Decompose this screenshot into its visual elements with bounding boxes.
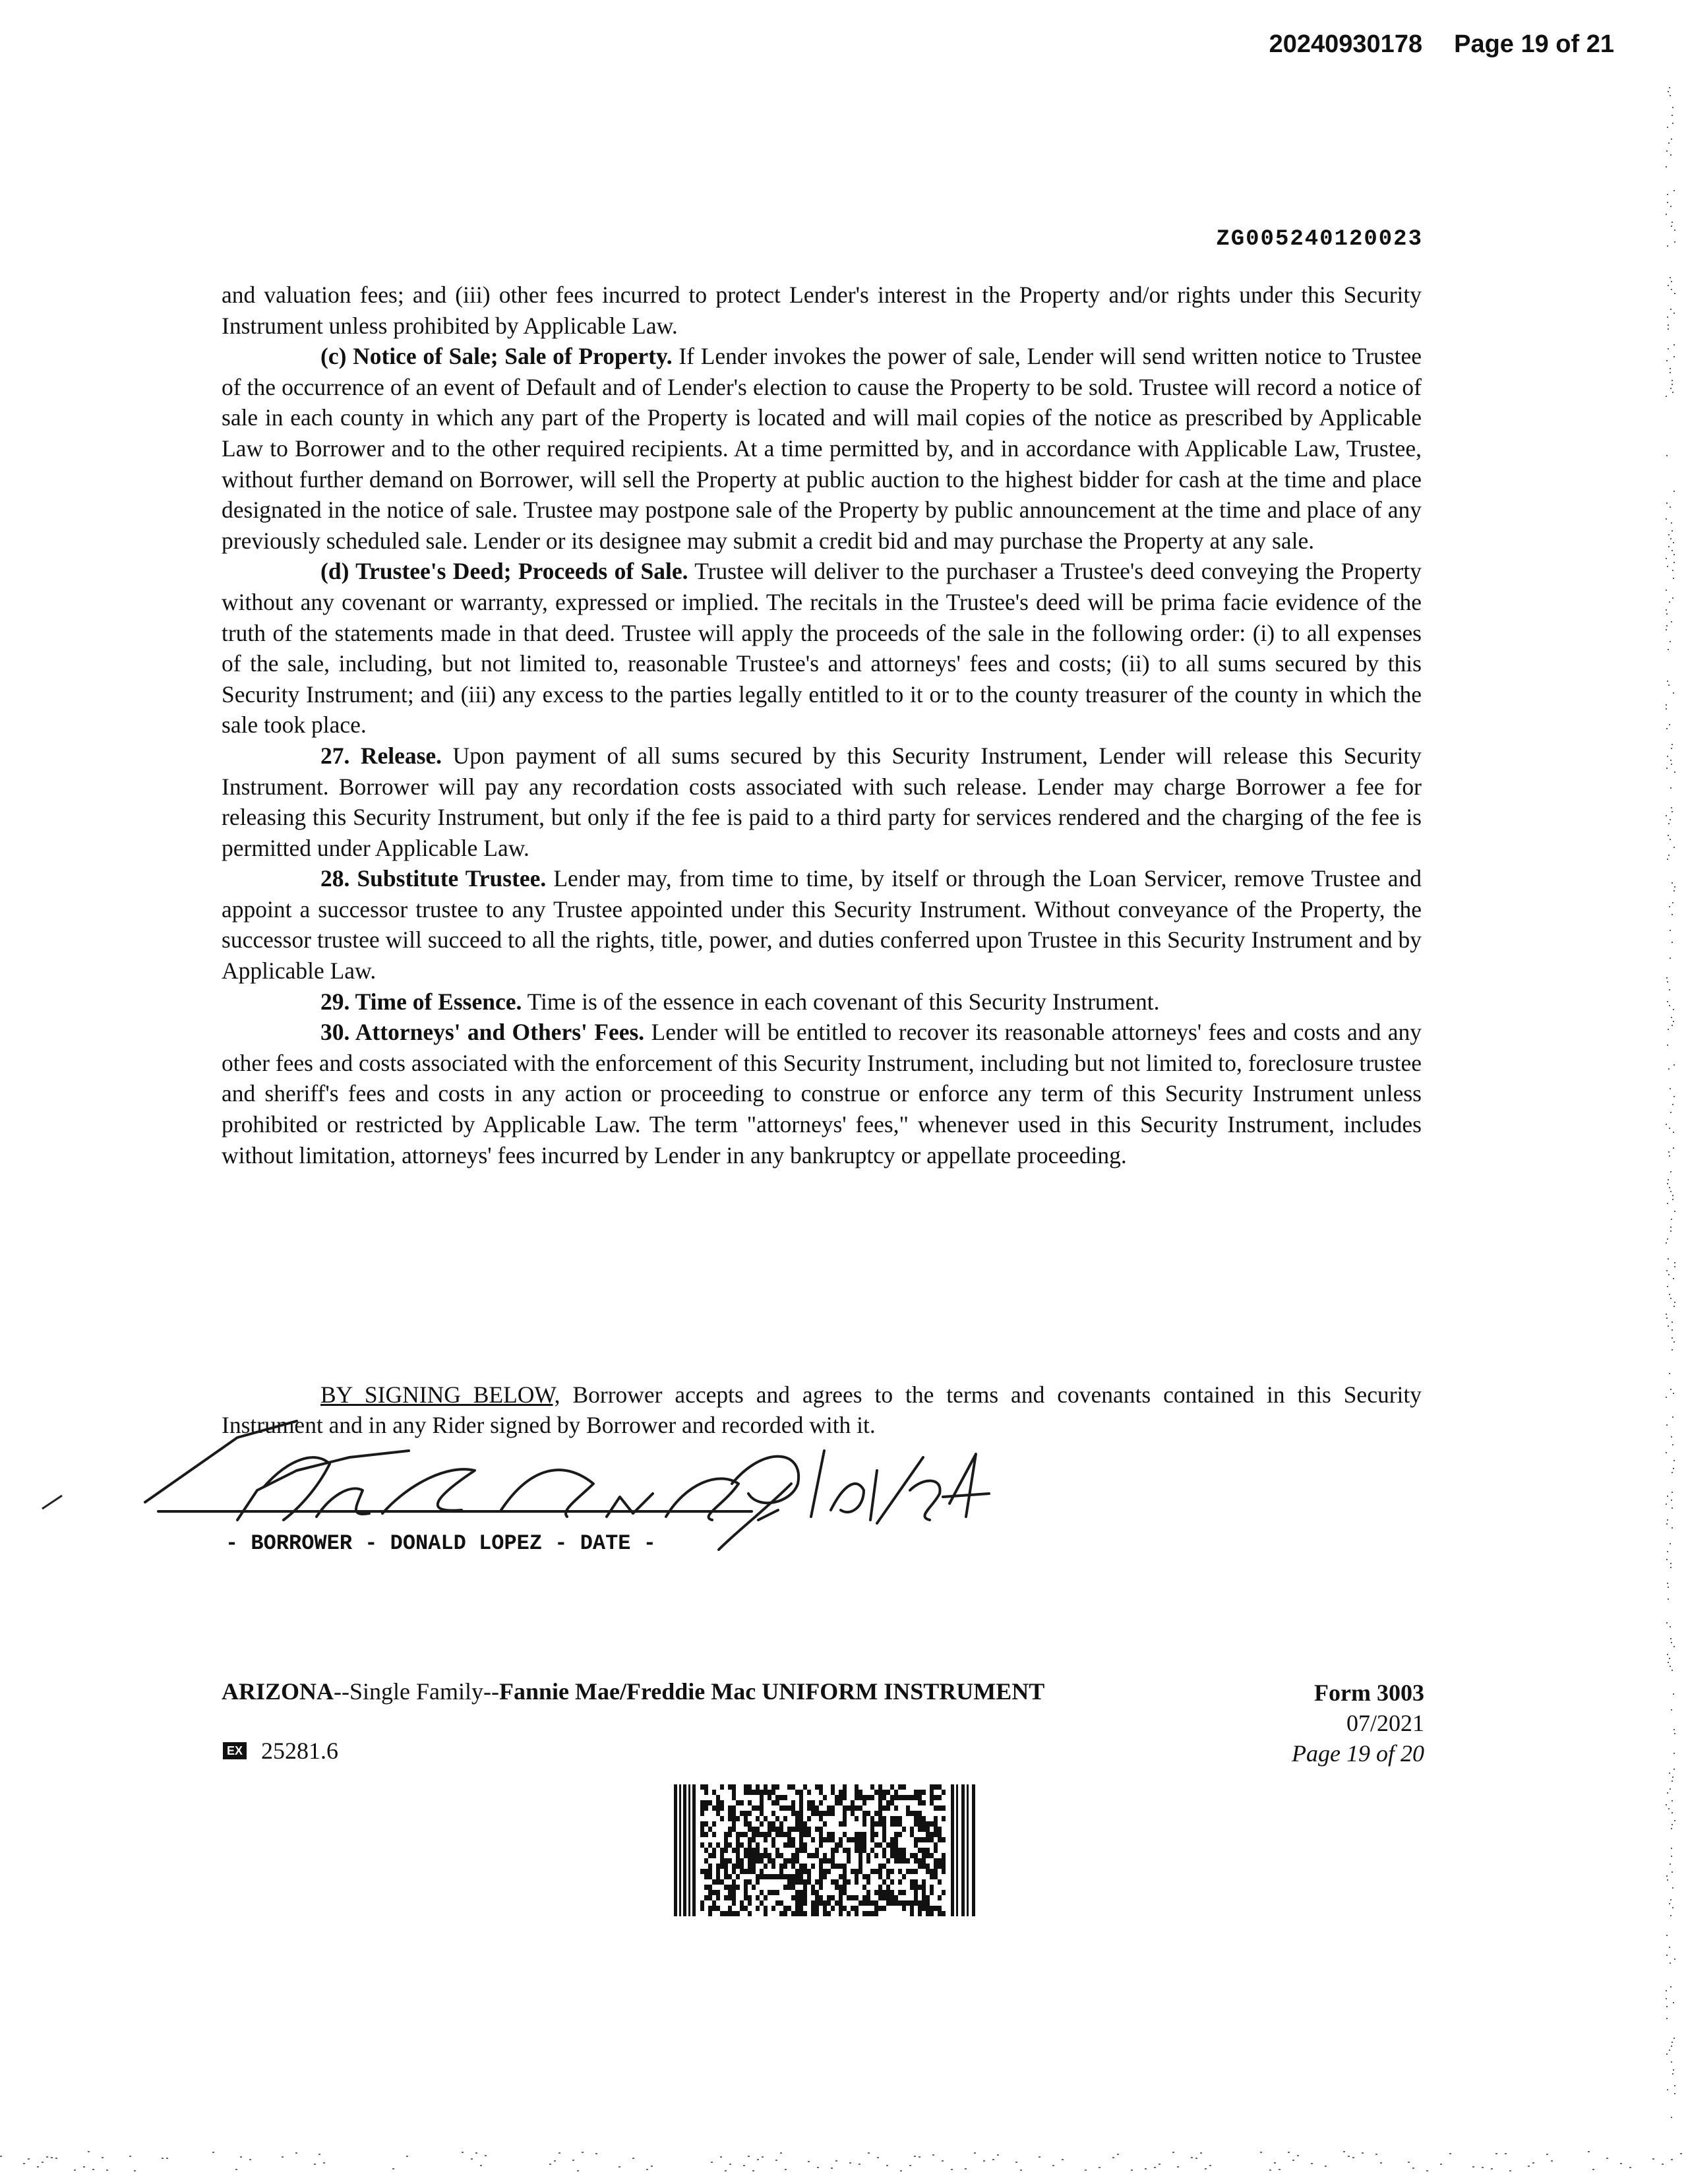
form-title <box>222 1678 1044 1705</box>
section-27 <box>222 741 1422 863</box>
form-code <box>223 1737 338 1765</box>
section-30 <box>222 1017 1422 1170</box>
section-30-text: Lender will be entitled to recover its reasonable attorneys' fees and costs and any other fees and costs associated with the enforcement of this Security Instrument, including but not limited to, foreclosure trustee and sheriff's fees and costs in any action or proceeding to construe or enforce any term of this Security Instrument unless prohibited or restricted by Applicable Law. The term "attorneys' fees," whenever used in this Security Instrument, includes without limitation, attorneys' fees incurred by Lender in any bankruptcy or appellate proceeding. <box>222 1019 1422 1168</box>
signing-lead: BY SIGNING BELOW, <box>320 1381 560 1408</box>
section-c-text: If Lender invokes the power of sale, Lender will send written notice to Trustee of the occurrence of an event of Default and of Lender's election to cause the Property to be sold. Trustee will record a notice of sale in each county in which any part of the Property is located and will mail copies of the notice as prescribed by Applicable Law to Borrower and to the other required recipients. At a time permitted by, and in accordance with Applicable Law, Trustee, without further demand on Borrower, will sell the Property at public auction to the highest bidder for cash at the time and place designated in the notice of sale. Trustee may postpone sale of the Property by public announcement at the time and place of any previously scheduled sale. Lender or its designee may submit a credit bid and may purchase the Property at any sale. <box>222 343 1422 554</box>
recording-header <box>1269 30 1614 59</box>
section-d-heading: (d) Trustee's Deed; Proceeds of Sale. <box>320 558 688 585</box>
section-27-heading: 27. Release. <box>320 742 442 769</box>
barcode-image <box>674 1784 977 1916</box>
section-28 <box>222 863 1422 986</box>
section-29 <box>222 986 1422 1017</box>
section-27-text: Upon payment of all sums secured by this Security Instrument, Lender will release this Security Instrument. Borrower will pay any recordation costs associated with such release. Lender may charge Borrower a fee for releasing this Security Instrument, but only if the fee is paid to a third party for services rendered and the charging of the fee is permitted under Applicable Law. <box>222 742 1422 861</box>
recording-number: 20240930178 <box>1269 30 1423 58</box>
stray-pen-mark <box>40 1492 66 1511</box>
section-28-text: Lender may, from time to time, by itself or through the Loan Servicer, remove Trustee and appoint a successor trustee to any Trustee appointed under this Security Instrument. Without conveyance of the Property, the successor trustee will succeed to all the rights, title, power, and duties conferred upon Trustee in this Security Instrument and by Applicable Law. <box>222 865 1422 985</box>
form-number: Form 3003 <box>1314 1680 1424 1706</box>
signing-text: Borrower accepts and agrees to the terms and covenants contained in this Security Instrument and in any Rider signed by Borrower and recorded with it. <box>222 1381 1422 1438</box>
recording-page-label: Page 19 of 21 <box>1454 30 1614 58</box>
section-d-text: Trustee will deliver to the purchaser a Trustee's deed conveying the Property without any covenant or warranty, expressed or implied. The recitals in the Trustee's deed will be prima facie evidence of the truth of the statements made in that deed. Trustee will apply the proceeds of the sale in the following order: (i) to all expenses of the sale, including, but not limited to, reasonable Trustee's and attorneys' fees and costs; (ii) to all sums secured by this Security Instrument; and (iii) any excess to the parties legally entitled to it or to the county treasurer of the county in which the sale took place. <box>222 558 1422 739</box>
scan-bottom-artifact <box>0 2143 1688 2183</box>
ex-badge-icon: EX <box>223 1742 247 1759</box>
section-28-heading: 28. Substitute Trustee. <box>320 865 547 892</box>
section-c-heading: (c) Notice of Sale; Sale of Property. <box>320 343 673 370</box>
section-c <box>222 341 1422 556</box>
document-body <box>222 280 1422 1170</box>
section-29-heading: 29. Time of Essence. <box>320 988 522 1015</box>
loan-id: ZG005240120023 <box>1216 227 1423 252</box>
section-d <box>222 556 1422 741</box>
form-type: --Single Family-- <box>334 1678 499 1705</box>
form-date: 07/2021 <box>1346 1710 1424 1736</box>
section-30-heading: 30. Attorneys' and Others' Fees. <box>320 1019 645 1046</box>
form-state: ARIZONA <box>222 1678 334 1705</box>
form-instrument: Fannie Mae/Freddie Mac UNIFORM INSTRUMENT <box>498 1678 1045 1705</box>
form-page: Page 19 of 20 <box>1292 1740 1424 1767</box>
scan-edge-artifact <box>1660 79 1680 2123</box>
paragraph-continuation: and valuation fees; and (iii) other fees incurred to protect Lender's interest in the Property and/or rights under this Security Instrument unless prohibited by Applicable Law. <box>222 282 1422 339</box>
form-code-number: 25281.6 <box>261 1738 339 1764</box>
section-29-text: Time is of the essence in each covenant of this Security Instrument. <box>522 988 1160 1015</box>
form-info <box>1292 1678 1424 1769</box>
signature-label: - BORROWER - DONALD LOPEZ - DATE - <box>226 1531 656 1556</box>
